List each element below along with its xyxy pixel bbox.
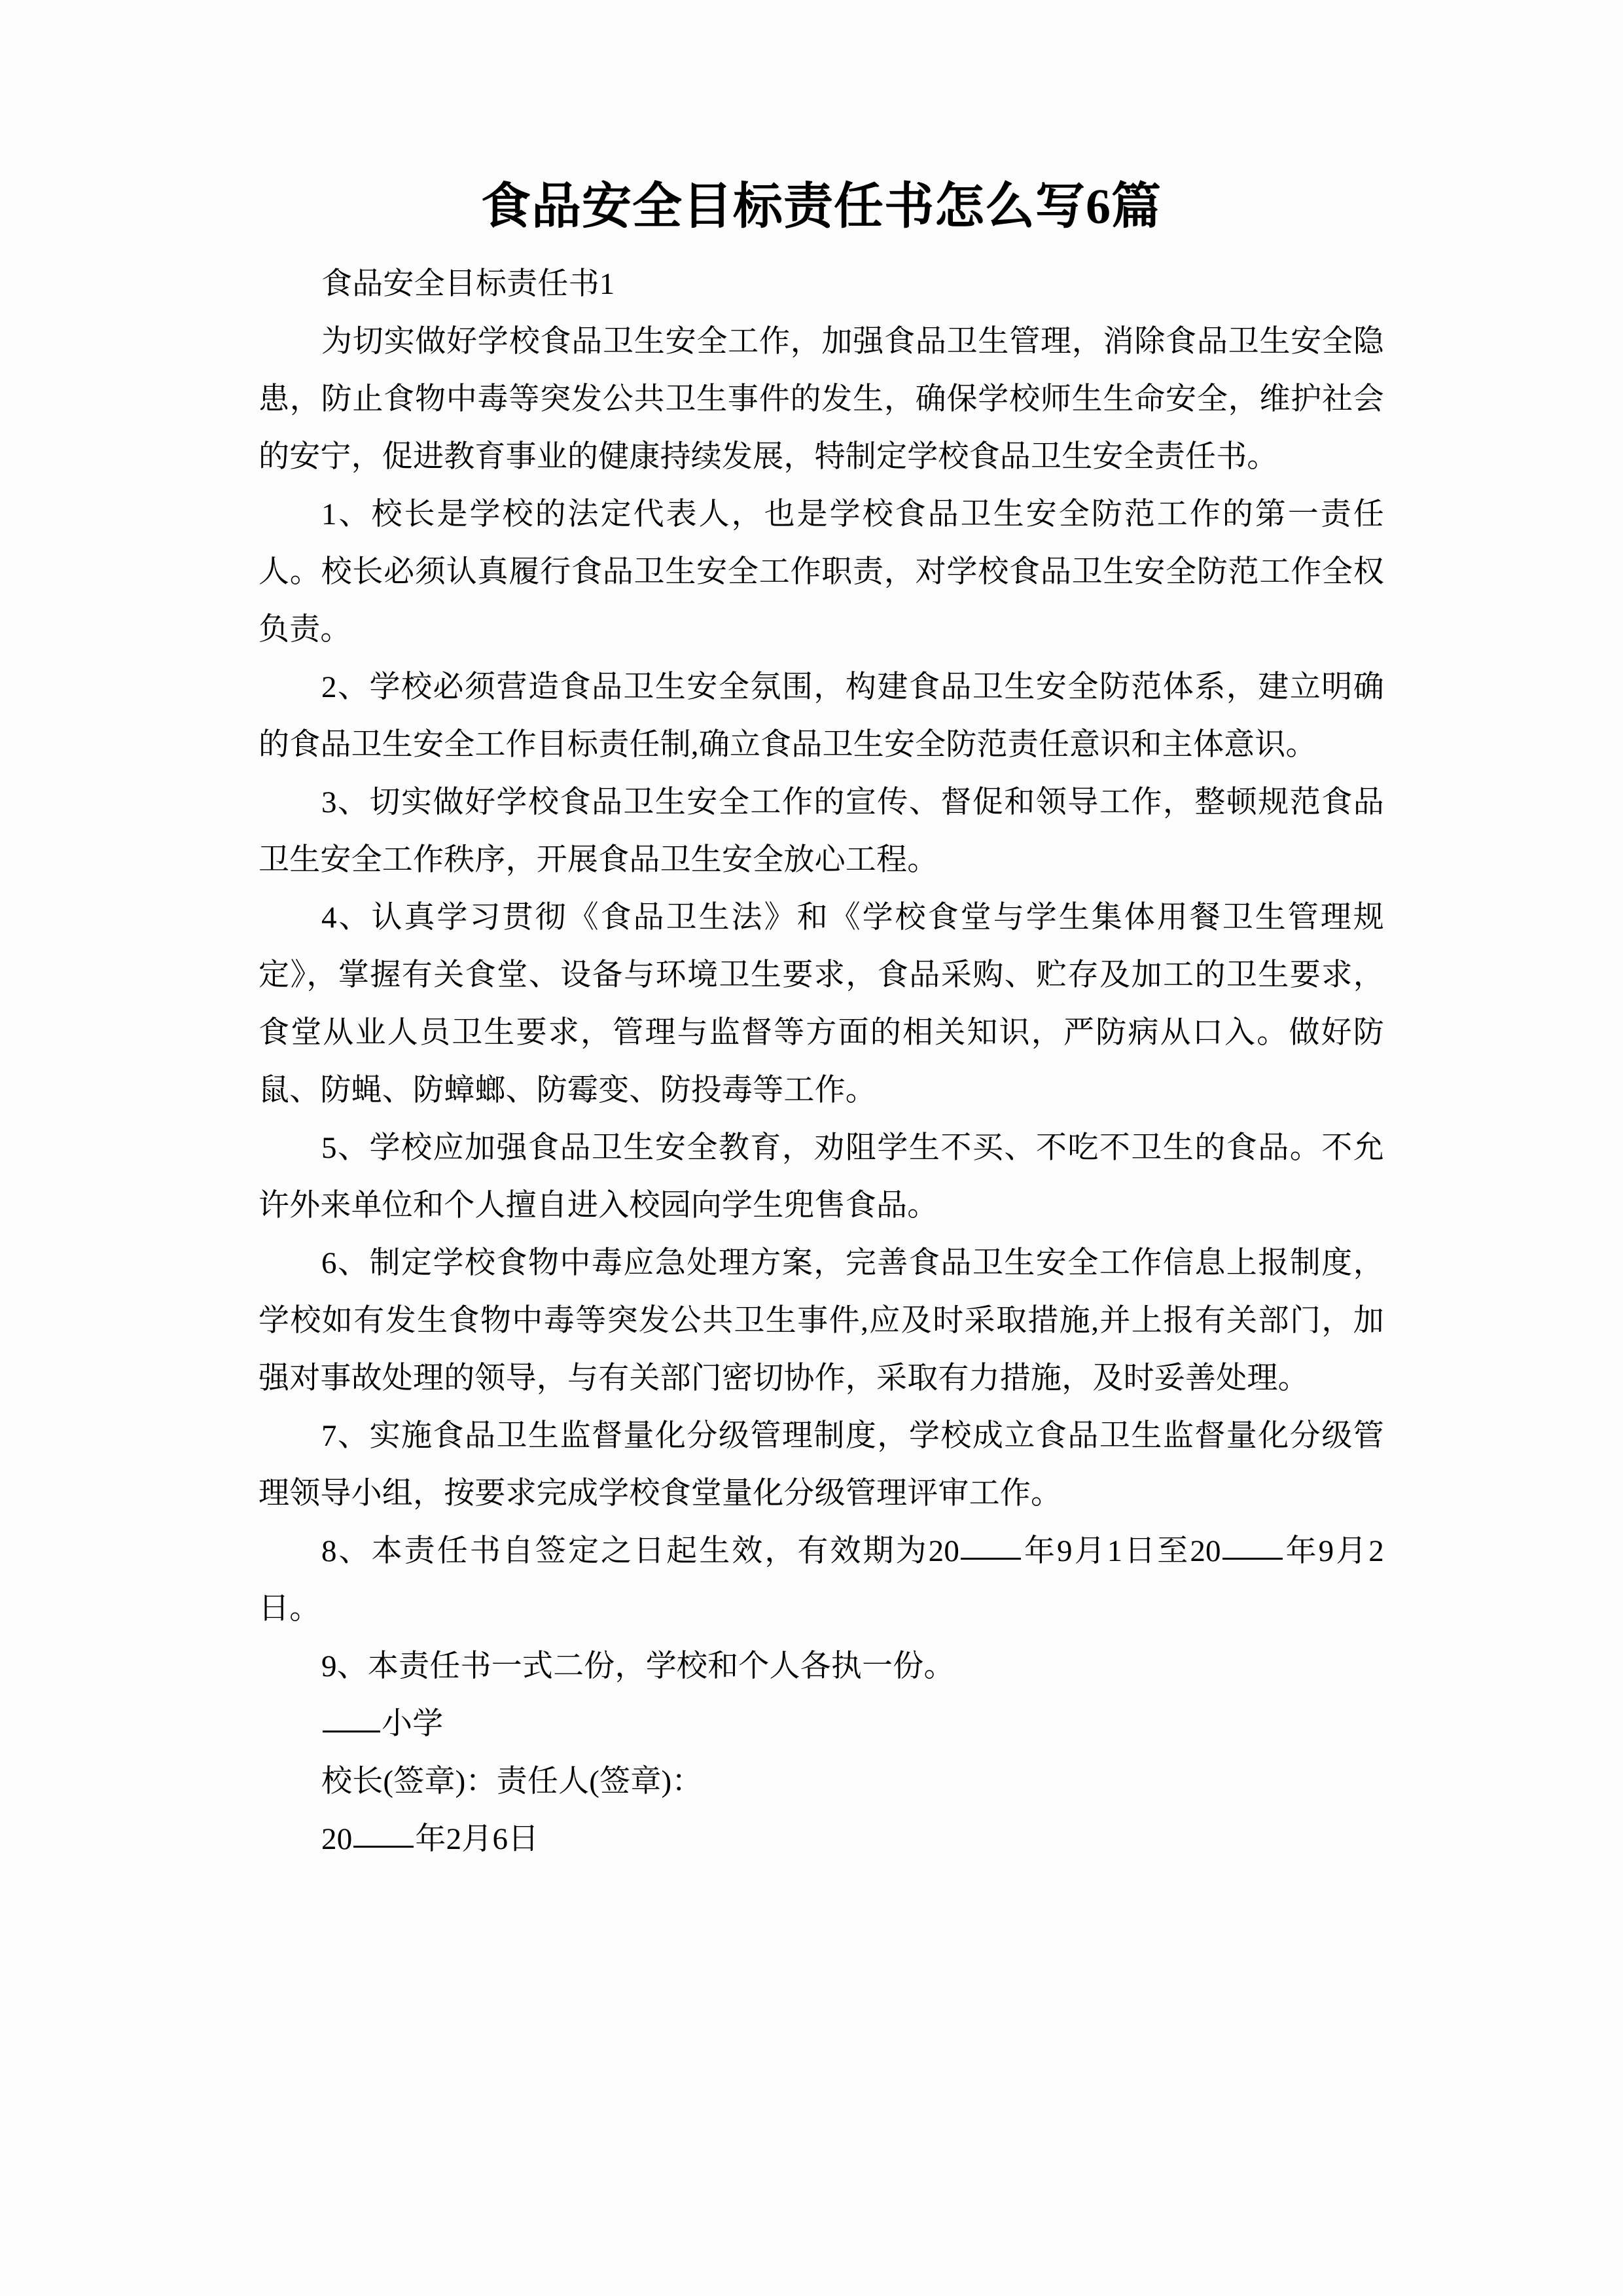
page-title: 食品安全目标责任书怎么写6篇 — [481, 179, 1162, 234]
date-year-blank-field[interactable] — [353, 1846, 414, 1848]
clause-item-7: 7、实施食品卫生监督量化分级管理制度，学校成立食品卫生监督量化分级管理领导小组，按要求完成学校食堂量化分级管理评审工作。 — [259, 1419, 1384, 1511]
section-heading: 食品安全目标责任书1 — [321, 267, 615, 302]
year-blank-field-1[interactable] — [961, 1558, 1021, 1560]
clause-item-9: 9、本责任书一式二份，学校和个人各执一份。 — [321, 1649, 955, 1684]
clause-item-3: 3、切实做好学校食品卫生安全工作的宣传、督促和领导工作，整顿规范食品卫生安全工作秩序，开展食品卫生安全放心工程。 — [259, 785, 1384, 878]
signature-date-line — [259, 1810, 1384, 1868]
date-suffix: 年2月6日 — [415, 1822, 539, 1857]
clause-8-middle-1: 年9月1日至20 — [1022, 1534, 1221, 1569]
clause-item-2: 2、学校必须营造食品卫生安全氛围，构建食品卫生安全防范体系，建立明确的食品卫生安全工作目标责任制,确立食品卫生安全防范责任意识和主体意识。 — [259, 670, 1384, 762]
clause-item-6: 6、制定学校食物中毒应急处理方案，完善食品卫生安全工作信息上报制度，学校如有发生食物中毒等突发公共卫生事件,应及时采取措施,并上报有关部门，加强对事故处理的领导，与有关部门密切协作，采取有力措施，及时妥善处理。 — [259, 1246, 1384, 1396]
clause-8-prefix: 8、本责任书自签定之日起生效，有效期为20 — [321, 1534, 960, 1569]
date-prefix: 20 — [321, 1822, 353, 1857]
school-name-blank-field[interactable] — [323, 1731, 380, 1732]
school-name-suffix: 小学 — [382, 1707, 444, 1742]
clause-item-1: 1、校长是学校的法定代表人，也是学校食品卫生安全防范工作的第一责任人。校长必须认真履行食品卫生安全工作职责，对学校食品卫生安全防范工作全权负责。 — [259, 497, 1384, 647]
clause-item-4: 4、认真学习贯彻《食品卫生法》和《学校食堂与学生集体用餐卫生管理规定》，掌握有关食堂、设备与环境卫生要求，食品采购、贮存及加工的卫生要求，食堂从业人员卫生要求，管理与监督等方面的相关知识，严防病从口入。做好防鼠、防蝇、防蟑螂、防霉变、防投毒等工作。 — [259, 901, 1384, 1108]
preamble-paragraph: 为切实做好学校食品卫生安全工作，加强食品卫生管理，消除食品卫生安全隐患，防止食物中毒等突发公共卫生事件的发生，确保学校师生生命安全，维护社会的安宁，促进教育事业的健康持续发展，特制定学校食品卫生安全责任书。 — [259, 325, 1384, 475]
school-name-line — [259, 1695, 1384, 1753]
clause-item-5: 5、学校应加强食品卫生安全教育，劝阻学生不买、不吃不卫生的食品。不允许外来单位和个人擅自进入校园向学生兜售食品。 — [259, 1131, 1384, 1223]
signature-line: 校长(签章)：责任人(签章)： — [321, 1765, 703, 1799]
clause-item-8 — [259, 1522, 1384, 1638]
year-blank-field-2[interactable] — [1222, 1558, 1283, 1560]
document-content — [259, 167, 1384, 1868]
clause-8-middle-2: 年9月2日。 — [259, 1534, 1384, 1626]
